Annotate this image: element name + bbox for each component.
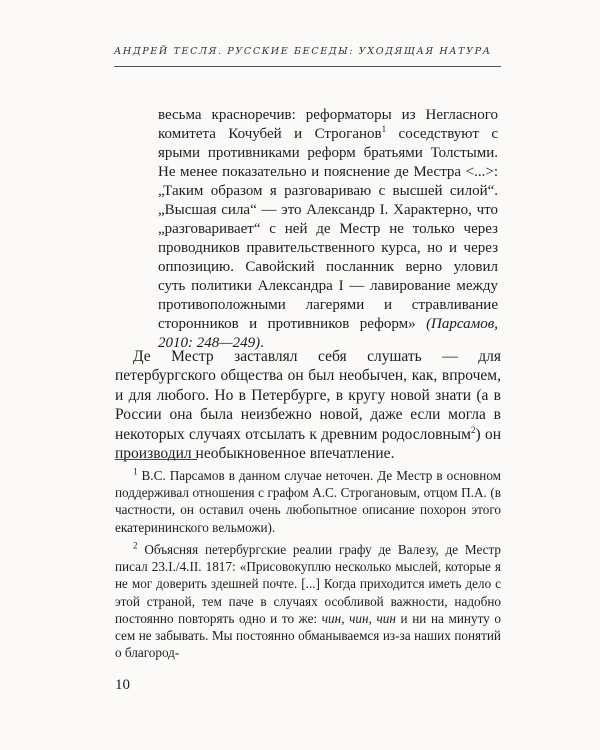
footnote-ref-1[interactable]: 1 <box>381 124 387 134</box>
footnote-2-italic: чин, чин, чин <box>321 610 396 626</box>
paragraph-text-before: Де Местр заставлял себя слушать — для петербургского общества он был необычен, как, впрочем, и для любого. Но в Петербурге, в кругу новой знати (а в России она была неизбежно новой, даже если могла в некоторых случаях отсылать к древним родословным <box>115 348 501 443</box>
footnote-2-text-b: и ни на минуту о сем не забывать. Мы постоянно обманываемся из-за наших понятий о благород- <box>115 610 501 661</box>
block-quote <box>158 106 498 353</box>
footnote-2-number: 2 <box>133 540 138 551</box>
paragraph-text-after: ) он производил необыкновенное впечатление. <box>115 425 502 463</box>
header-rule <box>114 66 501 67</box>
footnote-2-text-a: Объясняя петербургские реалии графу де Валезу, де Местр писал 23.I./4.II. 1817: «Присовокуплю несколько мыслей, которые я не мог доверить здешней почте. [...] Когда приходится иметь дело с этой страной, тем паче в случаях особливой важности, надобно постоянно повторять одно и то же: <box>115 542 502 626</box>
footnote-ref-2[interactable]: 2 <box>471 424 476 435</box>
quote-part1: весьма красноречив: реформаторы из Негласного комитета Кочубей и Строганов <box>158 107 498 142</box>
footnote-rule <box>115 459 197 460</box>
running-header: АНДРЕЙ ТЕСЛЯ. РУССКИЕ БЕСЕДЫ: УХОДЯЩАЯ НАТУРА <box>114 46 492 57</box>
footnote-1 <box>115 467 501 536</box>
quote-citation: (Парсамов, 2010: 248—249) <box>158 316 498 351</box>
body-paragraph <box>115 347 501 463</box>
footnote-2 <box>115 541 501 661</box>
quote-end: . <box>260 335 264 351</box>
quote-part2: соседствуют с ярыми противниками реформ братьями Толстыми. Не менее показательно и пояснение де Местра <...>: „Таким образом я разговариваю с высшей силой“. „Высшая сила“ — это Александр I. Характерно, что „разговаривает“ с ней де Местр не только через проводников правительственного курса, но и через оппозицию. Савойский посланник верно уловил суть политики Александра I — лавирование между противоположными лагерями и стравливание сторонников и противников реформ» <box>158 126 498 332</box>
page-number: 10 <box>115 677 130 693</box>
footnote-1-text: В.С. Парсамов в данном случае неточен. Де Местр в основном поддерживал отношения с графом А.С. Строгановым, отцом П.А. (в частности, он оставил очень любопытное описание похорон этого екатерининского вельможи). <box>115 468 502 535</box>
footnote-1-number: 1 <box>133 466 138 477</box>
